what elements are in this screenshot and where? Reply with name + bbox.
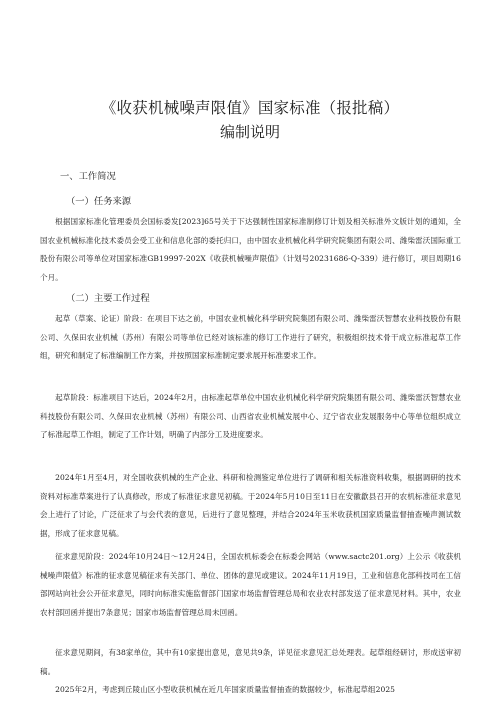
document-title: 《收获机械噪声限值》国家标准（报批稿） <box>100 99 400 117</box>
paragraph-research-2024: 2024年1月至4月，对全国收获机械的生产企业、科研和检测鉴定单位进行了调研和相关标准资料收集，根据调研的技术资料对标准草案进行了认真修改，形成了标准征求意见初稿。于2024年5月10日至11日在安徽歙县召开的农机标准征求意见会上进行了讨论，广泛征求了与会代表的意见，后进行了意见整理，并结合2024年玉米收获机国家质量监督抽查噪声测试数据，形成了征求意见稿。 <box>40 473 461 539</box>
section-heading-work-overview: 一、工作简况 <box>60 171 116 182</box>
paragraph-drafting-stage: 起草阶段：标准项目下达后，2024年2月，由标准起草单位中国农业机械化科学研究院集团有限公司、潍柴雷沃智慧农业科技股份有限公司、久保田农业机械（苏州）有限公司、山西省农业机械发展中心、辽宁省农业发展服务中心等单位组织成立了标准起草工作组，制定了工作计划，明确了内部分工及进度要求。 <box>40 393 461 440</box>
subsection-heading-task-source: （一）任务来源 <box>66 196 132 207</box>
paragraph-consultation-feedback: 征求意见期间，有38家单位，其中有10家提出意见，意见共9条，详见征求意见汇总处理表。起草组经研讨，形成送审初稿。 <box>40 648 461 676</box>
paragraph-drafting-stage-pre: 起草（草案、论证）阶段：在项目下达之前，中国农业机械化科学研究院集团有限公司、潍柴雷沃智慧农业科技股份有限公司、久保田农业机械（苏州）有限公司等单位已经对该标准的修订工作进行了研究，积极组织技术骨干成立标准起草工作组，研究和制定了标准编制工作方案，并按照国家标准制定要求展开标准要求工作。 <box>40 314 461 361</box>
paragraph-task-source: 根据国家标准化管理委员会国标委发[2023]65号关于下达强制性国家标准制修订计划及相关标准外文版计划的通知，全国农业机械标准化技术委员会受工业和信息化部的委托归口，由中国农业机械化科学研究院集团有限公司、潍柴雷沃国际重工股份有限公司等单位对国家标准GB19997-202X《收获机械噪声限值》（计划号20231686-Q-339）进行修订，项目周期16个月。 <box>40 217 461 283</box>
subsection-heading-work-process: （二）主要工作过程 <box>66 293 150 304</box>
document-subtitle: 编制说明 <box>219 123 280 141</box>
paragraph-consultation-stage: 征求意见阶段：2024年10月24日～12月24日，全国农机标委会在标委会网站（www.sactc201.org）上公示《收获机械噪声限值》标准的征求意见稿征求有关部门、单位、团体的意见或建议。2024年11月19日，工业和信息化部科技司在工信部网站向社会公开征求意见，同时向标准实施监督部门国家市场监督管理总局和农业农村部发送了征求意见材料。其中，农业农村部回函并提出7条意见；国家市场监督管理总局未回函。 <box>40 552 461 618</box>
paragraph-2025-february: 2025年2月，考虑到丘陵山区小型收获机械在近几年国家质量监督抽查的数据较少，标准起草组2025 <box>55 685 396 694</box>
